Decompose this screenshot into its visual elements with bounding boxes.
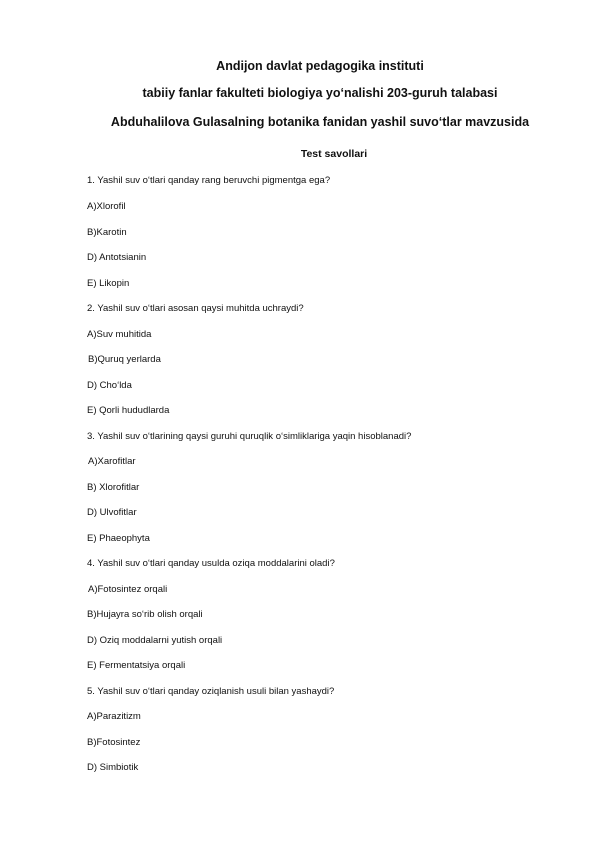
question-1-option-e: E) Likopin bbox=[87, 278, 130, 289]
question-2: 2. Yashil suv o‘tlari asosan qaysi muhitda uchraydi? bbox=[87, 303, 304, 314]
question-1-option-b: B)Karotin bbox=[87, 227, 127, 238]
question-2-option-b: B)Quruq yerlarda bbox=[88, 354, 161, 365]
question-1-option-a: A)Xlorofil bbox=[87, 201, 126, 212]
question-1-option-d: D) Antotsianin bbox=[87, 252, 147, 263]
question-2-option-a: A)Suv muhitida bbox=[87, 329, 152, 340]
question-2-option-d: D) Cho‘lda bbox=[87, 380, 132, 391]
question-5-option-d: D) Simbiotik bbox=[87, 762, 139, 773]
question-4-option-b: B)Hujayra so‘rib olish orqali bbox=[87, 609, 203, 620]
question-3-option-d: D) Ulvofitlar bbox=[87, 507, 137, 518]
question-4-option-a: A)Fotosintez orqali bbox=[88, 584, 168, 595]
author-topic-line: Abduhalilova Gulasalning botanika fanidan yashil suvo‘tlar mavzusida bbox=[110, 115, 530, 129]
test-heading: Test savollari bbox=[300, 148, 368, 160]
question-5: 5. Yashil suv o‘tlari qanday oziqlanish usuli bilan yashaydi? bbox=[87, 686, 335, 697]
question-1: 1. Yashil suv o‘tlari qanday rang beruvchi pigmentga ega? bbox=[87, 175, 331, 186]
question-4: 4. Yashil suv o‘tlari qanday usulda oziqa moddalarini oladi? bbox=[87, 558, 335, 569]
question-3-option-a: A)Xarofitlar bbox=[88, 456, 136, 467]
question-2-option-e: E) Qorli hududlarda bbox=[87, 405, 170, 416]
question-3-option-b: B) Xlorofitlar bbox=[87, 482, 140, 493]
question-3-option-e: E) Phaeophyta bbox=[87, 533, 150, 544]
institute-title: Andijon davlat pedagogika instituti bbox=[216, 59, 424, 73]
question-3: 3. Yashil suv o‘tlarining qaysi guruhi quruqlik o‘simliklariga yaqin hisoblanadi? bbox=[87, 431, 412, 442]
question-4-option-d: D) Oziq moddalarni yutish orqali bbox=[87, 635, 223, 646]
question-5-option-b: B)Fotosintez bbox=[87, 737, 141, 748]
question-4-option-e: E) Fermentatsiya orqali bbox=[87, 660, 186, 671]
faculty-line: tabiiy fanlar fakulteti biologiya yo‘nalishi 203-guruh talabasi bbox=[142, 86, 498, 100]
question-5-option-a: A)Parazitizm bbox=[87, 711, 141, 722]
